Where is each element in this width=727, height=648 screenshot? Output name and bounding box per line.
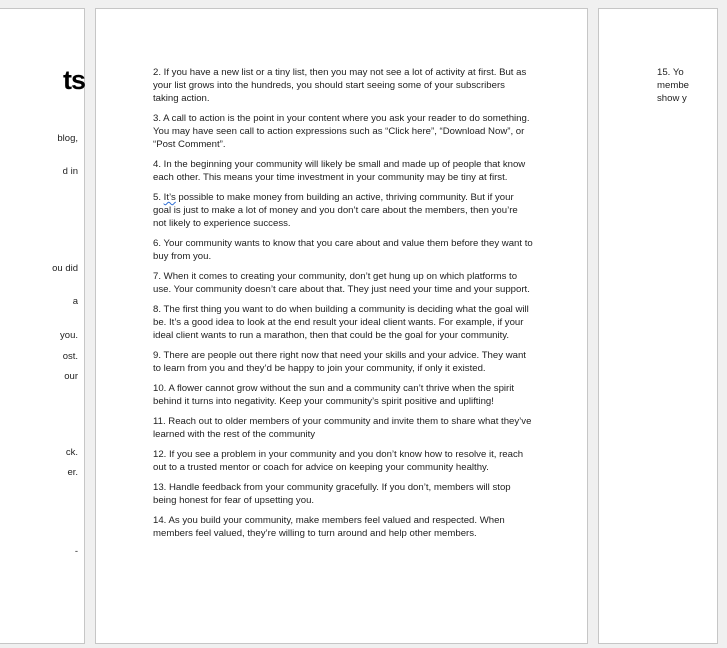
right-page-text [657,66,727,105]
text-line: 15. Yo [657,67,684,78]
text-fragment: ost. [62,351,78,362]
text-fragment: our [64,371,78,382]
text-line: show y [657,93,687,104]
paragraph[interactable]: 9. There are people out there right now that need your skills and your advice. They want to learn from you and they’d be happy to join your community, if only it existed. [153,350,526,374]
paragraph[interactable]: 2. If you have a new list or a tiny list, then you may not see a lot of activity at first. But as your list grows into the hundreds, you should start seeing some of your subscribers taking action. [153,67,527,104]
text-fragment: ck. [65,447,78,458]
paragraph[interactable]: 11. Reach out to older members of your community and invite them to share what they’ve learned with the rest of the community [153,416,532,440]
paragraph[interactable]: 3. A call to action is the point in your content where you ask your reader to do something. You may have seen call to action expressions such as “Click here”, “Download Now”, or “Post Comment”. [153,113,530,150]
paragraph[interactable]: 5. It’s possible to make money from building an active, thriving community. But if your goal is just to make a lot of money and you don’t care about the members, then you’re not likely to experience success. [153,192,518,229]
paragraph[interactable]: 7. When it comes to creating your community, don’t get hung up on which platforms to use. Your community doesn’t care about that. They just need your time and your support. [153,271,530,295]
paragraph[interactable]: 13. Handle feedback from your community gracefully. If you don’t, members will stop being honest for fear of upsetting you. [153,482,511,506]
paragraph[interactable]: 8. The first thing you want to do when building a community is deciding what the goal will be. It’s a good idea to look at the end result your ideal client wants. For example, if your ideal client wants to run a marathon, then that could be the goal for your community. [153,304,529,341]
text-fragment: a [72,296,78,307]
spellcheck-mark[interactable]: It’s [163,192,176,203]
page-body[interactable] [153,66,533,547]
text-line: membe [657,80,689,91]
text-fragment: - [74,546,78,557]
document-page-next[interactable] [598,8,718,644]
paragraph[interactable]: 12. If you see a problem in your community and you don’t know how to resolve it, reach out to a trusted mentor or coach for advice on keeping your community healthy. [153,449,524,473]
text-fragment: you. [60,330,78,341]
paragraph[interactable]: 6. Your community wants to know that you care about and value them before they want to buy from you. [153,238,533,262]
text-fragment: d in [62,166,78,177]
page-heading-fragment: ts [62,65,85,95]
paragraph[interactable]: 10. A flower cannot grow without the sun and a community can’t thrive when the spirit behind it turns into negativity. Keep your community’s spirit positive and uplifting! [153,383,515,407]
text-fragment: blog, [57,133,78,144]
text-fragment: ou did [52,263,78,274]
document-page-previous[interactable] [0,8,85,644]
paragraph[interactable]: 4. In the beginning your community will likely be small and made up of people that know each other. This means your time investment in your community may be tiny at first. [153,159,526,183]
paragraph[interactable]: 14. As you build your community, make members feel valued and respected. When members feel valued, they’re willing to turn around and help other members. [153,515,505,539]
text-fragment: er. [67,467,78,478]
document-page-current[interactable] [95,8,588,644]
